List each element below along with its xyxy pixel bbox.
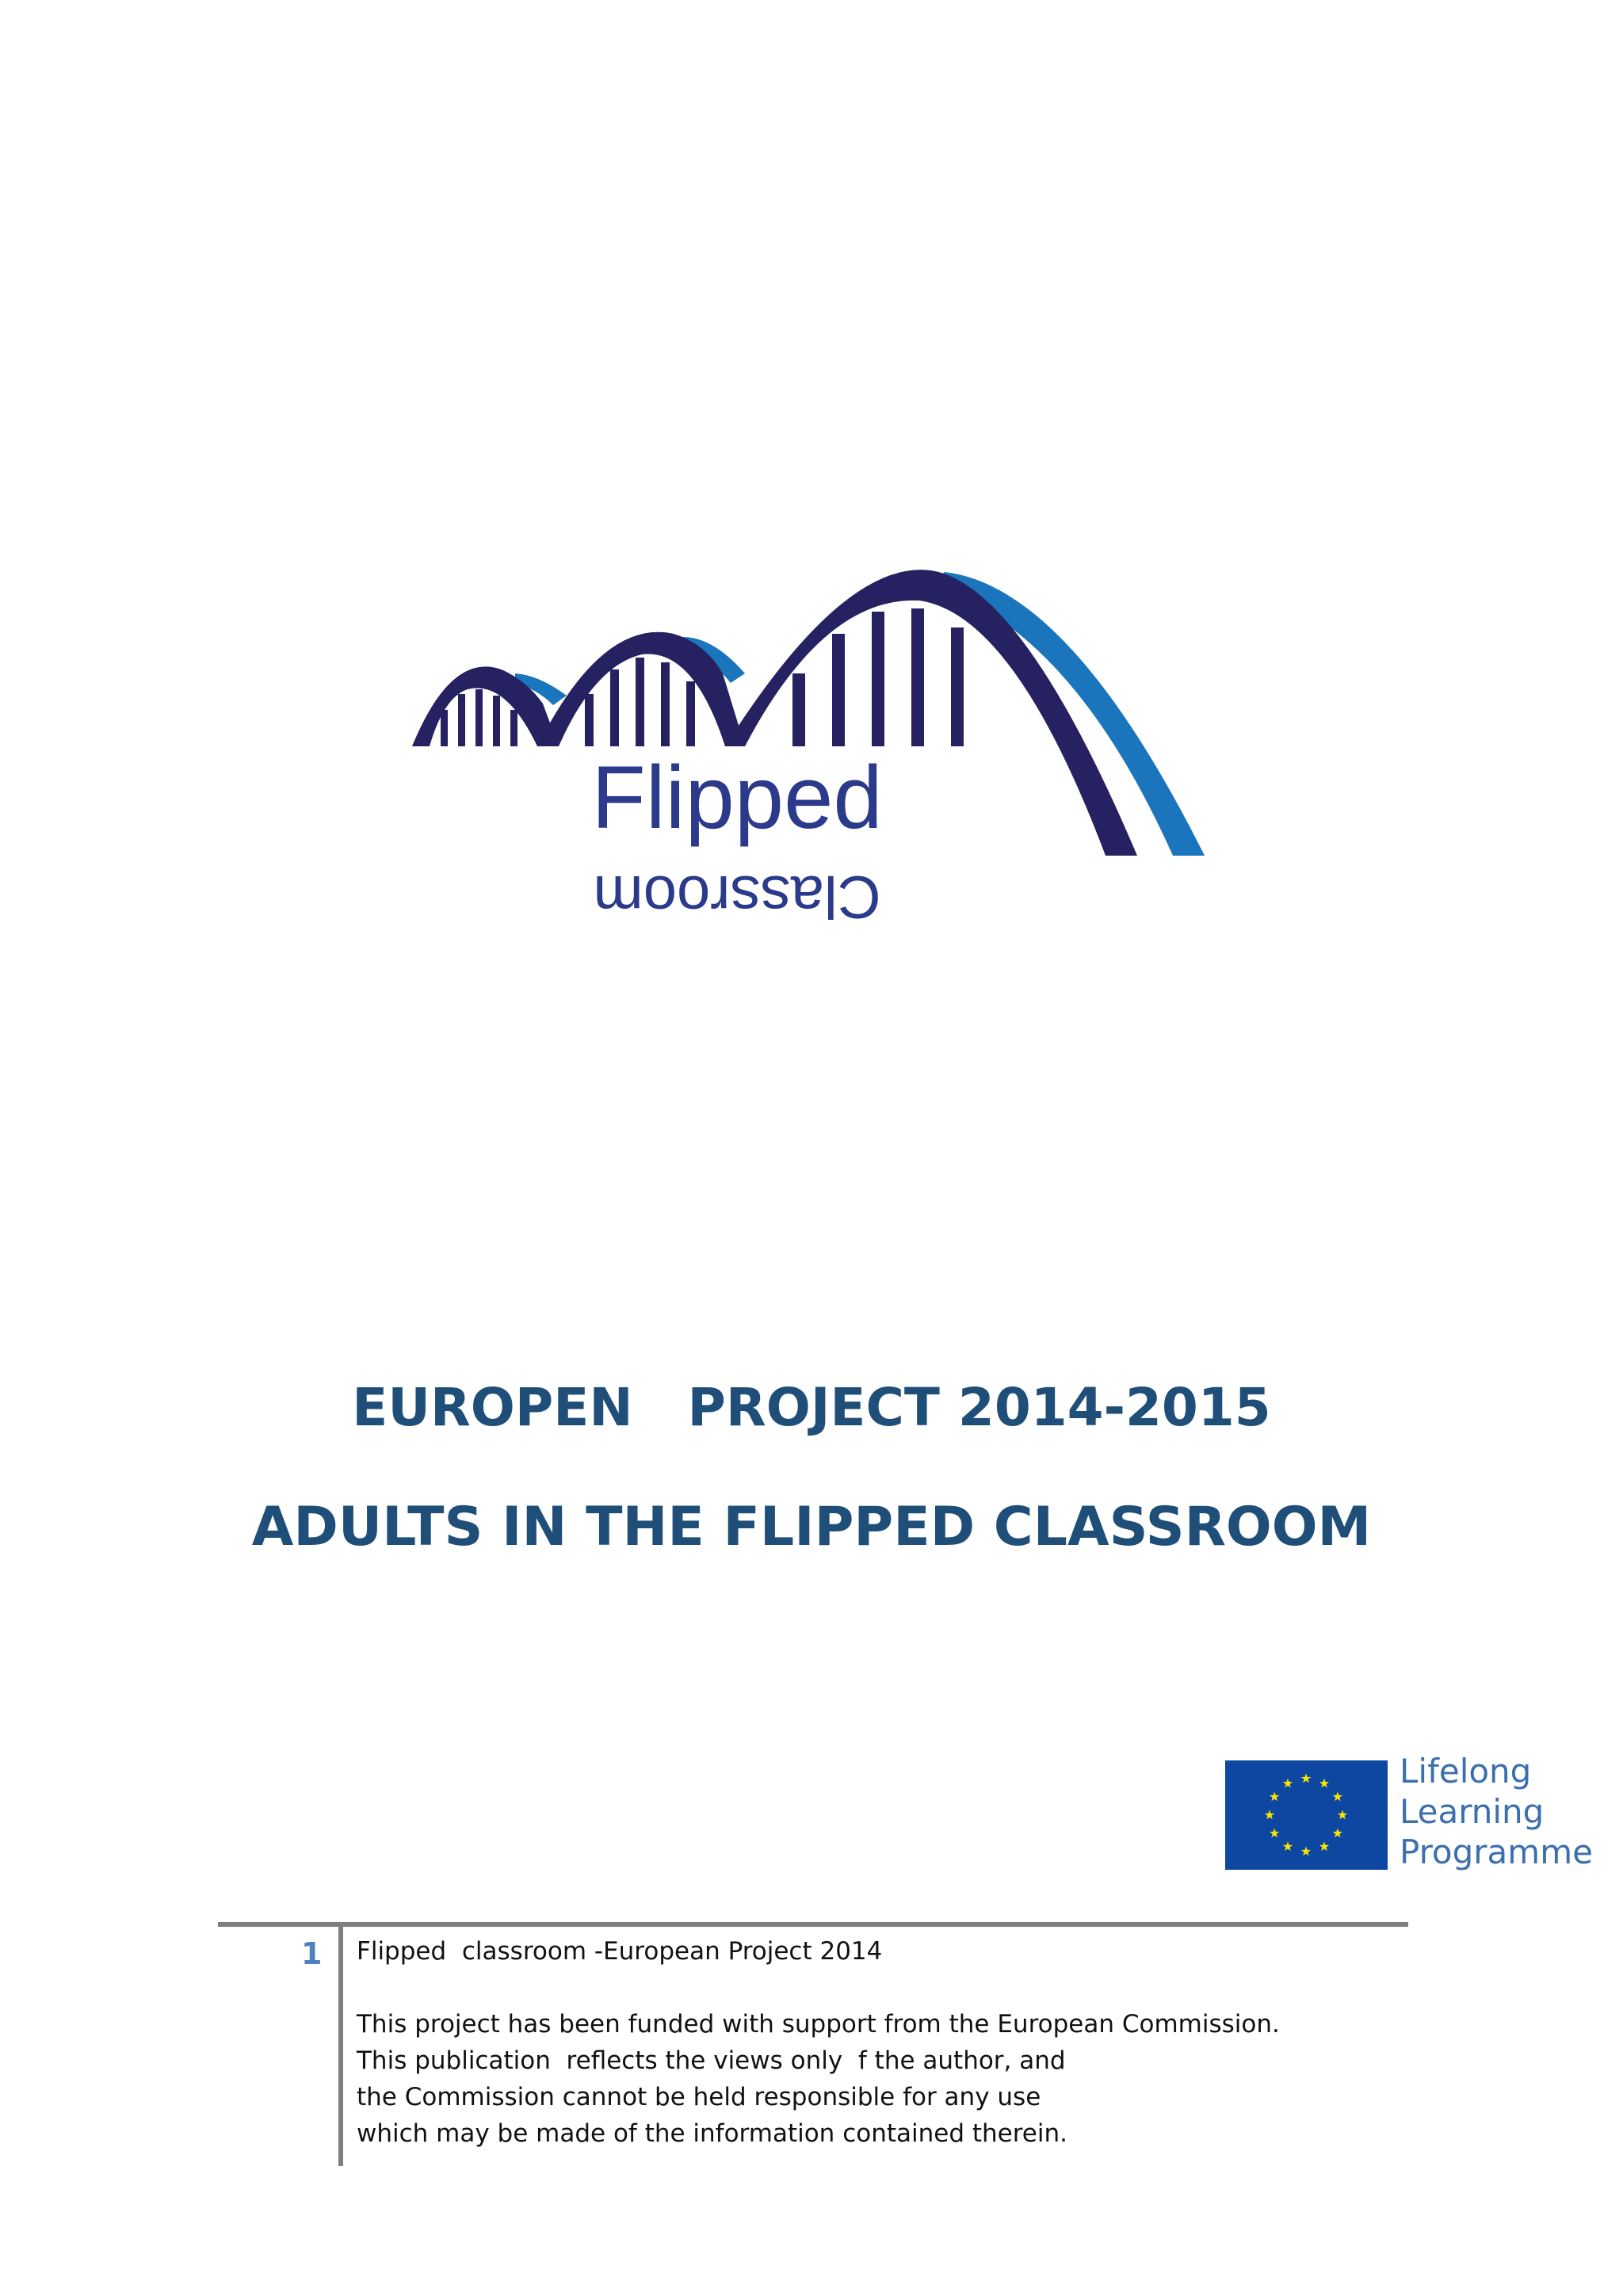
footer-header-line: Flipped classroom -European Project 2014 [357,1937,883,1966]
llp-line-2: Learning [1400,1792,1545,1831]
llp-line-1: Lifelong [1400,1752,1532,1791]
eu-flag-icon [1225,1760,1388,1870]
footer-vertical-rule [338,1922,343,2166]
project-title: EUROPEN PROJECT 2014-2015 [352,1377,1271,1438]
project-subtitle: ADULTS IN THE FLIPPED CLASSROOM [251,1496,1372,1558]
logo-word-flipped: Flipped [591,748,883,847]
footer-horizontal-rule [218,1922,1408,1927]
logo-word-classroom-inverted: Classroom [593,863,881,930]
lifelong-learning-programme-wordmark [1400,1751,1593,1872]
footer-spacer [357,1970,1280,2006]
page-number: 1 [301,1936,323,1971]
footer-disclaimer-line-1: This project has been funded with support from the European Commission. [357,2010,1280,2039]
footer-disclaimer-line-3: the Commission cannot be held responsible for any use [357,2083,1041,2111]
footer-disclaimer-line-4: which may be made of the information contained therein. [357,2119,1067,2148]
flipped-classroom-logo [412,555,1220,967]
footer-disclaimer-line-2: This publication reflects the views only f the author, and [357,2046,1066,2075]
footer-text [357,1933,1280,2152]
llp-line-3: Programme [1400,1833,1593,1871]
